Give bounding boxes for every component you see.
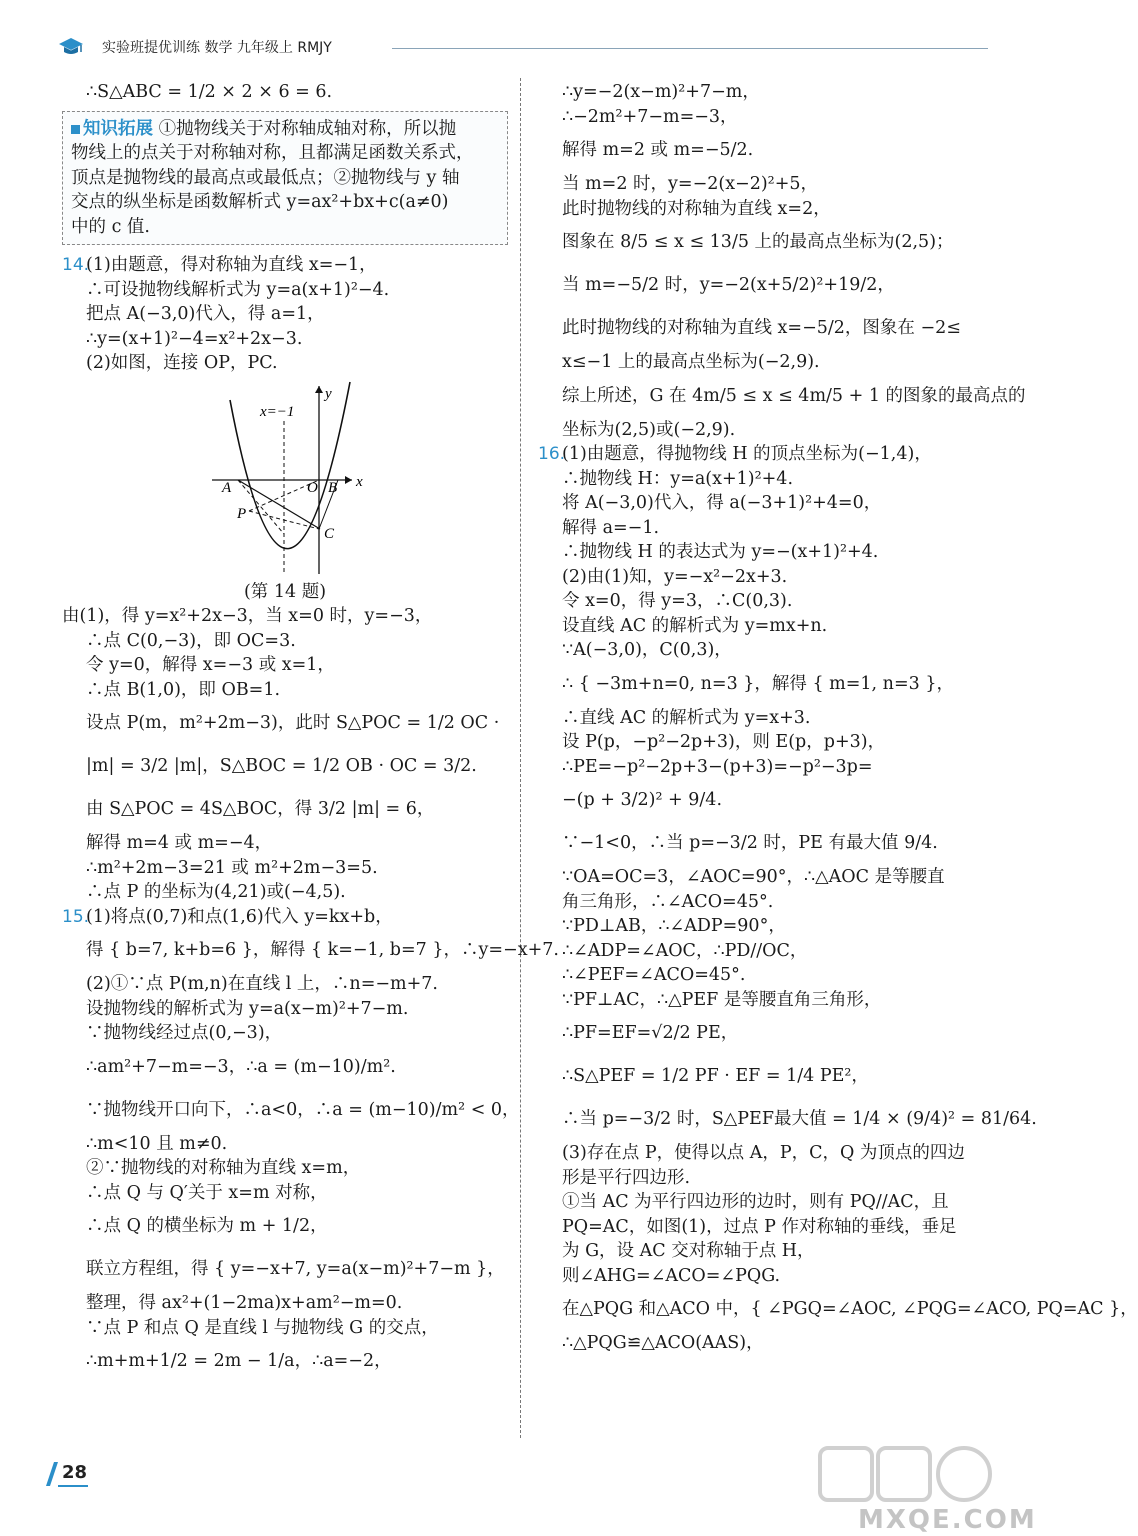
solution-line: 当 m=2 时，y=−2(x−2)²+5， <box>562 174 818 194</box>
solution-line: ∴点 P 的坐标为(4,21)或(−4,5). <box>86 882 346 902</box>
left-column <box>62 80 559 1383</box>
solution-line: (2)①∵点 P(m,n)在直线 l 上，∴n=−m+7. <box>86 974 438 994</box>
solution-line: 由(1)，得 y=x²+2x−3，当 x=0 时，y=−3， <box>62 606 433 626</box>
solution-line: ∵抛物线经过点(0,−3)， <box>86 1023 283 1043</box>
figure-label-x: x <box>356 473 363 490</box>
solution-line: ∵PF⊥AC，∴△PEF 是等腰直角三角形， <box>562 989 882 1010</box>
question-number: 14. <box>62 255 90 275</box>
solution-line: 解得 m=4 或 m=−4， <box>86 833 273 853</box>
solution-line: (2)如图，连接 OP，PC. <box>86 353 278 373</box>
figure-label-A: A <box>222 479 232 496</box>
question-15 <box>62 905 559 1384</box>
solution-line: (1)由题意，得抛物线 H 的顶点坐标为(−1,4)， <box>562 444 932 464</box>
question-14 <box>62 253 508 905</box>
solution-line: 设直线 AC 的解析式为 y=mx+n. <box>562 615 828 636</box>
solution-line: 得 { b=7, k+b=6 }，解得 { k=−1, b=7 }，∴y=−x+7. <box>86 940 559 960</box>
solution-line: 角三角形，∴∠ACO=45°. <box>562 891 774 912</box>
solution-line: ∴y=(x+1)²−4=x²+2x−3. <box>86 328 303 349</box>
solution-line: ∴抛物线 H：y=a(x+1)²+4. <box>562 468 794 489</box>
solution-line: ∴−2m²+7−m=−3， <box>562 106 738 127</box>
figure-label-B: B <box>328 479 338 496</box>
solution-line: ∴当 p=−3/2 时，S△PEF最大值 = 1/4 × (9/4)² = 81/64. <box>562 1109 1037 1129</box>
figure-label-O: O <box>307 479 318 496</box>
solution-line: ∴点 Q 的横坐标为 m + 1/2， <box>86 1216 328 1236</box>
solution-line: 则∠AHG=∠ACO=∠PQG. <box>562 1265 781 1286</box>
solution-line: 解得 a=−1. <box>562 517 660 538</box>
solution-line: ∵抛物线开口向下，∴a<0，∴a = (m−10)/m² < 0， <box>86 1099 520 1120</box>
solution-line: ∴y=−2(x−m)²+7−m， <box>562 82 760 102</box>
solution-line: ∴m²+2m−3=21 或 m²+2m−3=5. <box>86 857 378 878</box>
solution-line: (1)由题意，得对称轴为直线 x=−1， <box>86 255 377 275</box>
knowledge-box <box>62 111 508 246</box>
figure-label-P: P <box>237 505 247 522</box>
solution-line: 将 A(−3,0)代入，得 a(−3+1)²+4=0， <box>562 493 882 513</box>
solution-line: (1)将点(0,7)和点(1,6)代入 y=kx+b， <box>86 906 393 927</box>
solution-line: ②∵抛物线的对称轴为直线 x=m， <box>86 1158 361 1178</box>
solution-line: 设抛物线的解析式为 y=a(x−m)²+7−m. <box>86 998 409 1019</box>
solution-line: 当 m=−5/2 时，y=−2(x+5/2)²+19/2， <box>562 275 895 295</box>
box-marker-icon <box>71 125 80 134</box>
solution-line: ∴抛物线 H 的表达式为 y=−(x+1)²+4. <box>562 542 879 562</box>
solution-line: ∴△PQG≌△ACO(AAS)， <box>562 1333 764 1353</box>
box-line: 顶点是抛物线的最高点或最低点；②抛物线与 y 轴 <box>71 167 460 188</box>
solution-line: ∴S△PEF = 1/2 PF · EF = 1/4 PE²， <box>562 1066 869 1086</box>
solution-line: ①当 AC 为平行四边形的边时，则有 PQ//AC，且 <box>562 1192 949 1212</box>
solution-line: 设点 P(m，m²+2m−3)，此时 S△POC = 1/2 OC · <box>86 713 500 733</box>
question-16 <box>538 442 1138 1356</box>
solution-line: 联立方程组，得 { y=−x+7, y=a(x−m)²+7−m }， <box>86 1259 505 1279</box>
solution-line: −(p + 3/2)² + 9/4. <box>562 790 723 810</box>
solution-line: 此时抛物线的对称轴为直线 x=−5/2，图象在 −2≤ <box>562 318 961 338</box>
solution-line: ∴m<10 且 m≠0. <box>86 1133 228 1154</box>
header-rule <box>392 48 988 49</box>
solution-line: 设 P(p，−p²−2p+3)，则 E(p，p+3)， <box>562 732 886 752</box>
solution-line: PQ=AC，如图(1)，过点 P 作对称轴的垂线，垂足 <box>562 1216 957 1237</box>
solution-line: ∵A(−3,0)，C(0,3)， <box>562 640 732 660</box>
page-header <box>58 34 988 60</box>
solution-line: ∴点 Q 与 Q′关于 x=m 对称， <box>86 1182 328 1203</box>
header-title: 实验班提优训练 数学 九年级上 RMJY <box>102 40 332 56</box>
solution-line: ∴可设抛物线解析式为 y=a(x+1)²−4. <box>86 279 390 300</box>
solution-line: ∴PF=EF=√2/2 PE， <box>562 1023 739 1043</box>
solution-line: |m| = 3/2 |m|，S△BOC = 1/2 OB · OC = 3/2. <box>86 756 477 776</box>
column-divider <box>520 78 521 1438</box>
solution-line: 图象在 8/5 ≤ x ≤ 13/5 上的最高点坐标为(2,5)； <box>562 232 954 252</box>
solution-line: ∵PD⊥AB，∴∠ADP=90°， <box>562 916 786 936</box>
solution-line: (2)由(1)知，y=−x²−2x+3. <box>562 566 788 587</box>
solution-line: ∵点 P 和点 Q 是直线 l 与抛物线 G 的交点， <box>86 1317 439 1338</box>
page-number: 28 <box>62 1462 88 1483</box>
solution-line: ∴点 C(0,−3)，即 OC=3. <box>86 630 296 651</box>
solution-line: x≤−1 上的最高点坐标为(−2,9). <box>562 352 820 372</box>
box-line: 交点的纵坐标是函数解析式 y=ax²+bx+c(a≠0) <box>71 192 449 212</box>
solution-line: 由 S△POC = 4S△BOC，得 3/2 |m| = 6， <box>86 799 435 819</box>
question-number: 15. <box>62 906 90 927</box>
solution-line: ∴S△ABC = 1/2 × 2 × 6 = 6. <box>86 82 333 102</box>
solution-line: ∴直线 AC 的解析式为 y=x+3. <box>562 707 811 728</box>
solution-line: ∴PE=−p²−2p+3−(p+3)=−p²−3p= <box>562 756 873 777</box>
solution-line: ∴∠PEF=∠ACO=45°. <box>562 965 746 985</box>
graduation-cap-icon <box>58 34 84 60</box>
figure-label-C: C <box>324 525 335 542</box>
solution-line: 解得 m=2 或 m=−5/2. <box>562 140 754 160</box>
solution-line: ∵OA=OC=3，∠AOC=90°，∴△AOC 是等腰直 <box>562 867 945 887</box>
solution-line: 把点 A(−3,0)代入，得 a=1， <box>86 304 325 324</box>
solution-line: ∴ { −3m+n=0, n=3 }，解得 { m=1, n=3 }， <box>562 673 954 694</box>
solution-line: 在△PQG 和△ACO 中，{ ∠PGQ=∠AOC, ∠PQG=∠ACO, PQ=AC }， <box>562 1299 1138 1319</box>
figure-label-axis_label: x=−1 <box>260 403 295 420</box>
box-line: 物线上的点关于对称轴对称，且都满足函数关系式， <box>71 143 474 163</box>
solution-line: 令 x=0，得 y=3，∴C(0,3). <box>562 591 793 611</box>
parabola-figure <box>86 376 532 580</box>
solution-line: ∴∠ADP=∠AOC，∴PD//OC， <box>562 940 808 961</box>
solution-line: 形是平行四边形. <box>562 1167 691 1188</box>
solution-line: (3)存在点 P，使得以点 A，P，C，Q 为顶点的四边 <box>562 1143 965 1163</box>
right-column <box>538 80 1138 1356</box>
watermark-text: MXQE.COM <box>858 1505 1037 1535</box>
solution-line: 为 G，设 AC 交对称轴于点 H， <box>562 1241 815 1261</box>
solution-line: ∴am²+7−m=−3，∴a = (m−10)/m². <box>86 1056 396 1077</box>
solution-line: ∴点 B(1,0)，即 OB=1. <box>86 679 281 700</box>
solution-line: 此时抛物线的对称轴为直线 x=2， <box>562 198 831 219</box>
solution-line: 令 y=0，解得 x=−3 或 x=1， <box>86 655 335 675</box>
question-number: 16. <box>538 444 566 464</box>
box-line: ①抛物线关于对称轴成轴对称，所以抛 <box>158 118 457 139</box>
box-label: 知识拓展 <box>83 118 153 139</box>
figure-label-y: y <box>325 385 332 402</box>
solution-line: 坐标为(2,5)或(−2,9). <box>562 419 736 440</box>
solution-line: 整理，得 ax²+(1−2ma)x+am²−m=0. <box>86 1293 403 1313</box>
solution-line: ∵−1<0，∴当 p=−3/2 时，PE 有最大值 9/4. <box>562 833 938 853</box>
solution-line: ∴m+m+1/2 = 2m − 1/a，∴a=−2， <box>86 1351 392 1371</box>
box-line: 中的 c 值. <box>71 216 150 237</box>
figure-caption: (第 14 题) <box>243 581 327 602</box>
solution-line: 综上所述，G 在 4m/5 ≤ x ≤ 4m/5 + 1 的图象的最高点的 <box>562 385 1026 406</box>
